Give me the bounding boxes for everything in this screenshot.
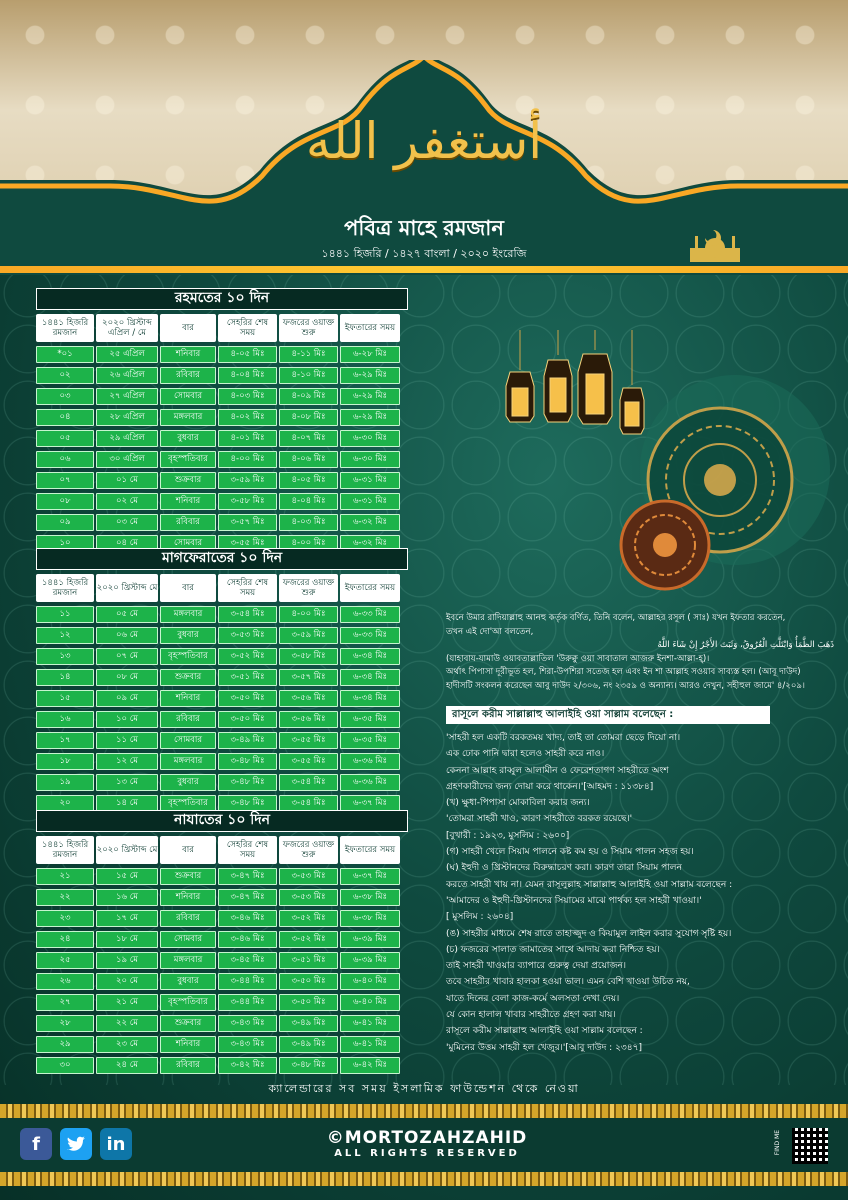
table-cell: ৪-০৪ মিঃ (279, 493, 338, 510)
header-cell: ২০২০ খ্রিস্টাব্দ এপ্রিল / মে (96, 314, 158, 342)
table-cell: শুক্রবার (160, 472, 216, 489)
table-cell: রবিবার (160, 367, 216, 384)
table-cell: ৩-৫০ মিঃ (218, 690, 277, 707)
header-cell: সেহরির শেষ সময় (218, 314, 277, 342)
table-cell: ১২ (36, 627, 94, 644)
table-cell: ২০ (36, 795, 94, 812)
table-cell: রবিবার (160, 910, 216, 927)
table-cell: ২১ মে (96, 994, 158, 1011)
table-cell: শনিবার (160, 493, 216, 510)
table-cell: ২৫ (36, 952, 94, 969)
ornament-border-top (0, 1104, 848, 1118)
table-cell: ৬-৪০ মিঃ (340, 994, 400, 1011)
table-cell: ২৯ এপ্রিল (96, 430, 158, 447)
table-cell: ২৩ (36, 910, 94, 927)
table-cell: ৪-০০ মিঃ (279, 535, 338, 552)
table-cell: ৬-৩৪ মিঃ (340, 690, 400, 707)
table-cell: ৬-২৮ মিঃ (340, 346, 400, 363)
brand-rights: ALL RIGHTS RESERVED (334, 1148, 520, 1159)
brand-name: ©MORTOZAHZAHID (326, 1128, 528, 1148)
table-cell: ৪-০২ মিঃ (218, 409, 277, 426)
table-cell: ৩-৫৪ মিঃ (218, 606, 277, 623)
speech-line: তবে সাহরীর খাবার হালকা হওয়া ভাল। এমন বেশি খাওয়া উচিত নয়, (446, 977, 690, 988)
table-cell: ৪-১০ মিঃ (279, 367, 338, 384)
header-cell: সেহরির শেষ সময় (218, 836, 277, 864)
table-row (36, 493, 408, 510)
table-body (36, 346, 408, 552)
table-cell: ৩-৫৫ মিঃ (218, 535, 277, 552)
table-cell: ৬-৩০ মিঃ (340, 451, 400, 468)
page-subtitle: ১৪৪১ হিজরি / ১৪২৭ বাংলা / ২০২০ ইংরেজি (321, 247, 527, 260)
table-cell: ১২ মে (96, 753, 158, 770)
speech-line: [বুখারী : ১৯২৩, মুসলিম : ২৬০০] (446, 830, 570, 841)
speech-line: (গ) সাহরী খেলে সিয়াম পালনে কষ্ট কম হয় ও সিয়াম পালন সহজ হয়। (446, 847, 694, 858)
table-cell: ৪-০৮ মিঃ (279, 409, 338, 426)
header-cell: ফজরের ওয়াক্ত শুরু (279, 314, 338, 342)
table-cell: মঙ্গলবার (160, 606, 216, 623)
table-cell: বৃহস্পতিবার (160, 994, 216, 1011)
table-cell: ৬-৩৮ মিঃ (340, 889, 400, 906)
table-cell: ৪-০৪ মিঃ (218, 367, 277, 384)
table-cell: ২৮ এপ্রিল (96, 409, 158, 426)
table-cell: ৬-৩৬ মিঃ (340, 753, 400, 770)
table-cell: ১৪ (36, 669, 94, 686)
table-row (36, 367, 408, 384)
hadith-line: অর্থাৎ পিপাসা দূরীভূত হল, শিরা-উপশিরা সতেজ হল এবং ইন শা আল্লাহ সওয়াব সাব্যস্ত হল। (আবূ দাউদ) (446, 667, 801, 677)
table-cell: ৩-৫৩ মিঃ (279, 889, 338, 906)
table-row (36, 753, 408, 770)
table-cell: ১৩ (36, 648, 94, 665)
table-cell: ০৮ মে (96, 669, 158, 686)
table-cell: ২৬ (36, 973, 94, 990)
speech-line: 'তোমরা সাহরী খাও, কারণ সাহরীতে বরকত রয়েছে।' (446, 814, 633, 825)
table-body (36, 606, 408, 812)
table-cell: ০২ মে (96, 493, 158, 510)
table-cell: ১০ (36, 535, 94, 552)
table-cell: ৩-৫৩ মিঃ (218, 627, 277, 644)
header-cell: ২০২০ খ্রিস্টাব্দ মে (96, 574, 158, 602)
ornament-border-bottom (0, 1172, 848, 1186)
table-cell: ৩-৫৫ মিঃ (279, 732, 338, 749)
table-cell: বুধবার (160, 973, 216, 990)
table-cell: ৬-২৯ মিঃ (340, 367, 400, 384)
header-banner (0, 0, 848, 275)
table-row (36, 910, 408, 927)
table-cell: ৩-৪৯ মিঃ (279, 1015, 338, 1032)
table-cell: ২৬ এপ্রিল (96, 367, 158, 384)
speech-line: কেননা আল্লাহ রাব্বুল আলামীন ও ফেরেশতাগণ সাহরীতে অংশ (446, 765, 669, 776)
table-cell: ২৪ মে (96, 1057, 158, 1074)
table-cell: ৬-২৯ মিঃ (340, 409, 400, 426)
table-cell: ০৯ (36, 514, 94, 531)
header-cell: বার (160, 314, 216, 342)
table-cell: ৪-০৩ মিঃ (279, 514, 338, 531)
section-title: নাযাতের ১০ দিন (36, 810, 408, 832)
table-cell: ৩-৫৬ মিঃ (279, 711, 338, 728)
table-cell: ৬-৩৭ মিঃ (340, 795, 400, 812)
section-rahmat (36, 288, 408, 552)
table-cell: ০১ মে (96, 472, 158, 489)
table-cell: ৩-৪৬ মিঃ (218, 910, 277, 927)
table-cell: ৩-৪৯ মিঃ (279, 1036, 338, 1053)
header-cell: ইফতারের সময় (340, 574, 400, 602)
hadith-line: ইবনে উমার রাদিয়াল্লাহু আনহু কর্তৃক বর্ণিত, তিনি বলেন, আল্লাহর রসূল ( সাঃ) যখন ইফতার করতেন, (446, 613, 786, 623)
table-cell: ৪-০৫ মিঃ (218, 346, 277, 363)
table-cell: ৩-৪৭ মিঃ (218, 889, 277, 906)
table-cell: ০৮ (36, 493, 94, 510)
table-cell: ৩-৪৮ মিঃ (218, 774, 277, 791)
table-cell: ৬-৩৫ মিঃ (340, 711, 400, 728)
table-cell: ৬-৩৩ মিঃ (340, 606, 400, 623)
page-title: পবিত্র মাহে রমজান (344, 216, 504, 240)
table-cell: ৬-৪১ মিঃ (340, 1015, 400, 1032)
table-cell: সোমবার (160, 732, 216, 749)
table-row (36, 973, 408, 990)
table-cell: শুক্রবার (160, 868, 216, 885)
table-cell: ৩-৪৯ মিঃ (218, 732, 277, 749)
table-cell: ৬-৩৫ মিঃ (340, 732, 400, 749)
table-cell: ৩-৪৮ মিঃ (218, 753, 277, 770)
table-cell: ৬-৩২ মিঃ (340, 535, 400, 552)
table-cell: রবিবার (160, 514, 216, 531)
table-cell: ১৪ মে (96, 795, 158, 812)
table-row (36, 1036, 408, 1053)
table-cell: বৃহস্পতিবার (160, 795, 216, 812)
table-row (36, 388, 408, 405)
table-cell: ১৮ (36, 753, 94, 770)
hadith-line: হাদীসটি সংকলন করেছেন আবু দাউদ ২/৩০৬, নং ২৩৫৯ ও অন্যান্য। আরও দেখুন, সহীহুল জামে' ৪/২০৯। (446, 680, 805, 691)
table-cell: ৪-০০ মিঃ (218, 451, 277, 468)
table-row (36, 690, 408, 707)
table-cell: ৪-০৬ মিঃ (279, 451, 338, 468)
table-row (36, 1057, 408, 1074)
speech-line: যে কোন হালাল খাবার সাহরীতে গ্রহণ করা যায়। (446, 1010, 616, 1021)
hadith-line: (যাহাবায-যামাউ ওয়াবতাল্লাতিল 'উরুক্বু ওয়া সাবাতাল আজরু ইনশা-আল্লা-হ্)। (446, 653, 710, 664)
table-cell: ১৩ মে (96, 774, 158, 791)
table-cell: ২৮ (36, 1015, 94, 1032)
table-row (36, 1015, 408, 1032)
table-cell: ৩-৫৪ মিঃ (279, 774, 338, 791)
table-cell: শনিবার (160, 690, 216, 707)
table-cell: ৩-৪৪ মিঃ (218, 994, 277, 1011)
speech-line: করতে সাহরী খায় না। যেমন রাসূলুল্লাহ সাল্লাল্লাহু আলাইহি ওয়া সাল্লাম বলেছেন : (446, 879, 733, 890)
table-cell: ০৭ মে (96, 648, 158, 665)
table-cell: ৩-৫১ মিঃ (218, 669, 277, 686)
table-cell: ৩-৫৭ মিঃ (279, 669, 338, 686)
twitter-bird-icon (66, 1135, 86, 1153)
speech-line: এক ঢোক পানি দ্বারা হলেও সাহরী করে নাও। (446, 749, 605, 760)
table-row (36, 346, 408, 363)
table-cell: শুক্রবার (160, 669, 216, 686)
brand-block (322, 1128, 532, 1159)
table-cell: ০৬ মে (96, 627, 158, 644)
header-cell: ২০২০ খ্রিস্টাব্দ মে (96, 836, 158, 864)
table-cell: ২৭ এপ্রিল (96, 388, 158, 405)
section-title: মাগফেরাতের ১০ দিন (36, 548, 408, 570)
table-cell: ০৩ (36, 388, 94, 405)
table-cell: ৩-৫৯ মিঃ (218, 472, 277, 489)
table-cell: ১৭ (36, 732, 94, 749)
table-cell: বুধবার (160, 774, 216, 791)
header-cell: সেহরির শেষ সময় (218, 574, 277, 602)
table-cell: ৩-৫০ মিঃ (279, 973, 338, 990)
table-cell: ১৯ (36, 774, 94, 791)
source-note: ক্যালেন্ডারের সব সময় ইসলামিক ফাউন্ডেশন থেকে নেওয়া (268, 1082, 580, 1095)
mandala-small (621, 501, 709, 589)
table-cell: ০৬ (36, 451, 94, 468)
table-cell: ১৯ মে (96, 952, 158, 969)
header-cell: বার (160, 574, 216, 602)
table-cell: ৬-৩৯ মিঃ (340, 931, 400, 948)
table-row (36, 868, 408, 885)
table-cell: ৩-৫৫ মিঃ (279, 753, 338, 770)
table-row (36, 774, 408, 791)
table-row (36, 430, 408, 447)
table-cell: ১৭ মে (96, 910, 158, 927)
table-cell: ২৪ (36, 931, 94, 948)
table-cell: ৩-৫৭ মিঃ (218, 514, 277, 531)
table-cell: ৪-০১ মিঃ (218, 430, 277, 447)
table-cell: শনিবার (160, 889, 216, 906)
table-cell: ৩-৪৮ মিঃ (218, 795, 277, 812)
speech-line: তাই সাহরী খাওয়ার ব্যাপারে গুরুত্ব দেয়া প্রয়োজন। (446, 961, 627, 972)
table-cell: ৩০ এপ্রিল (96, 451, 158, 468)
section-najat (36, 810, 408, 1074)
table-cell: ২১ (36, 868, 94, 885)
table-header (36, 314, 408, 342)
table-body (36, 868, 408, 1074)
table-row (36, 409, 408, 426)
table-cell: ৪-০০ মিঃ (279, 606, 338, 623)
twitter-icon[interactable] (60, 1128, 92, 1160)
table-cell: ৩-৪৩ মিঃ (218, 1036, 277, 1053)
table-row (36, 669, 408, 686)
table-cell: ৩-৫৩ মিঃ (279, 868, 338, 885)
table-cell: ৬-৩১ মিঃ (340, 472, 400, 489)
table-cell: শনিবার (160, 1036, 216, 1053)
facebook-icon[interactable] (20, 1128, 52, 1160)
table-cell: ০৯ মে (96, 690, 158, 707)
table-cell: ২৫ এপ্রিল (96, 346, 158, 363)
table-cell: ১৮ মে (96, 931, 158, 948)
table-cell: ৩-৫০ মিঃ (279, 994, 338, 1011)
table-cell: *০১ (36, 346, 94, 363)
lantern-mandala-illustration (460, 330, 840, 620)
table-cell: ০৩ মে (96, 514, 158, 531)
table-cell: ০৪ মে (96, 535, 158, 552)
linkedin-icon[interactable] (100, 1128, 132, 1160)
table-cell: ৬-২৯ মিঃ (340, 388, 400, 405)
header-cell: ইফতারের সময় (340, 836, 400, 864)
table-cell: ৩-৪৫ মিঃ (218, 952, 277, 969)
table-cell: ৬-৪০ মিঃ (340, 973, 400, 990)
table-cell: ৬-৩৩ মিঃ (340, 627, 400, 644)
table-cell: ৬-৩৪ মিঃ (340, 669, 400, 686)
table-cell: ১৬ (36, 711, 94, 728)
table-cell: ৬-৩২ মিঃ (340, 514, 400, 531)
table-cell: সোমবার (160, 388, 216, 405)
table-cell: ৩-৪৩ মিঃ (218, 1015, 277, 1032)
speech-line: যাতে দিনের বেলা কাজ-কর্মে অলসতা দেখা দেয়। (446, 993, 620, 1004)
table-cell: রবিবার (160, 1057, 216, 1074)
table-cell: বুধবার (160, 430, 216, 447)
table-cell: ৩-৪৮ মিঃ (279, 1057, 338, 1074)
table-row (36, 451, 408, 468)
table-cell: ৩-৫৪ মিঃ (279, 795, 338, 812)
table-cell: ৩-৫২ মিঃ (218, 648, 277, 665)
table-row (36, 472, 408, 489)
table-cell: ৩০ (36, 1057, 94, 1074)
table-cell: ১৫ মে (96, 868, 158, 885)
table-cell: ৬-৩৭ মিঃ (340, 868, 400, 885)
table-cell: সোমবার (160, 535, 216, 552)
table-row (36, 648, 408, 665)
table-cell: ২৩ মে (96, 1036, 158, 1053)
header-cell: ১৪৪১ হিজরি রমজান (36, 314, 94, 342)
table-cell: ৩-৫১ মিঃ (279, 952, 338, 969)
header-cell: ফজরের ওয়াক্ত শুরু (279, 574, 338, 602)
table-cell: ৬-৩৪ মিঃ (340, 648, 400, 665)
table-cell: ৬-৪১ মিঃ (340, 1036, 400, 1053)
hadith-arabic: ذَهَبَ الظَّمَأُ وَابْتَلَّتِ الْعُرُوقُ، وَثَبَتَ الأَجْرُ إِنْ شَاءَ اللَّهُ (657, 640, 834, 650)
table-cell: বৃহস্পতিবার (160, 648, 216, 665)
table-cell: ৩-৪৬ মিঃ (218, 931, 277, 948)
table-cell: ০৫ মে (96, 606, 158, 623)
table-cell: ৬-৩১ মিঃ (340, 493, 400, 510)
table-cell: ১৬ মে (96, 889, 158, 906)
table-cell: ৬-৩৬ মিঃ (340, 774, 400, 791)
table-cell: ১০ মে (96, 711, 158, 728)
header-cell: ইফতারের সময় (340, 314, 400, 342)
calligraphy-title: أستغفر الله (305, 112, 543, 170)
header-divider (0, 266, 848, 273)
table-cell: ৬-৩৯ মিঃ (340, 952, 400, 969)
speech-line: (ঘ) ইহুদী ও খ্রিস্টানদের বিরুদ্ধাচরণ করা। কারণ তারা সিয়াম পালন (446, 863, 682, 874)
speech-line: 'আমাদের ও ইহুদী-খ্রিস্টানদের সিয়ামের মাঝে পার্থক্য হল সাহরী খাওয়া।' (446, 895, 702, 906)
table-cell: ২০ মে (96, 973, 158, 990)
table-cell: ৩-৪৪ মিঃ (218, 973, 277, 990)
table-cell: ০৭ (36, 472, 94, 489)
section-title: রহমতের ১০ দিন (36, 288, 408, 310)
hadith-line: তখন এই দো'আ বলতেন, (446, 626, 534, 637)
table-cell: রবিবার (160, 711, 216, 728)
facebook-icon-glyph: f (32, 1133, 40, 1155)
speech-line: গ্রহণকারীদের জন্য দোয়া করে থাকেন।'[আহমদ : ১১৩৮৪] (446, 781, 654, 792)
table-cell: মঙ্গলবার (160, 753, 216, 770)
table-cell: মঙ্গলবার (160, 409, 216, 426)
linkedin-icon-glyph: in (106, 1133, 126, 1155)
table-cell: ৩-৫৯ মিঃ (279, 627, 338, 644)
speech-line: রাসূলে করীম সাল্লাল্লাহু আলাইহি ওয়া সাল্লাম বলেছেন : (446, 1026, 643, 1037)
speech-line: 'সাহরী হল একটি বরকতময় খাদ্য, তাই তা তোমরা ছেড়ে দিয়ো না। (446, 733, 681, 743)
speech-line: 'মুমিনের উত্তম সাহরী হল খেজুর।'[আবু দাউদ : ২৩৪৭] (446, 1042, 642, 1053)
table-cell: ০২ (36, 367, 94, 384)
table-row (36, 732, 408, 749)
table-cell: ৩-৪৭ মিঃ (218, 868, 277, 885)
speech-line: (চ) ফজরের সালাত জামাতের সাথে আদায় করা নিশ্চিত হয়। (446, 944, 660, 955)
lanterns (506, 330, 644, 434)
table-cell: ৪-০৩ মিঃ (218, 388, 277, 405)
table-cell: ৩-৫৮ মিঃ (279, 648, 338, 665)
table-cell: ২২ মে (96, 1015, 158, 1032)
table-row (36, 514, 408, 531)
table-cell: বুধবার (160, 627, 216, 644)
table-cell: ৩-৫০ মিঃ (218, 711, 277, 728)
table-cell: ৪-০৭ মিঃ (279, 430, 338, 447)
table-cell: ১৫ (36, 690, 94, 707)
table-cell: বৃহস্পতিবার (160, 451, 216, 468)
sahri-speech (446, 730, 836, 1056)
table-cell: ২২ (36, 889, 94, 906)
table-cell: ৪-০৯ মিঃ (279, 388, 338, 405)
iftar-dua-hadith (446, 612, 834, 693)
table-cell: ৬-৩০ মিঃ (340, 430, 400, 447)
table-cell: ৩-৫৮ মিঃ (218, 493, 277, 510)
table-cell: মঙ্গলবার (160, 952, 216, 969)
table-row (36, 889, 408, 906)
table-cell: ২৭ (36, 994, 94, 1011)
header-cell: ১৪৪১ হিজরি রমজান (36, 836, 94, 864)
table-header (36, 836, 408, 864)
speech-line: [ মুসলিম : ২৬০৪] (446, 912, 514, 923)
table-cell: শনিবার (160, 346, 216, 363)
table-row (36, 711, 408, 728)
qr-code-icon[interactable] (792, 1128, 828, 1164)
speech-line: (ঙ) সাহরীর মাধ্যমে শেষ রাতে তাহাজ্জুদ ও কিয়ামুল লাইল করার সুযোগ সৃষ্টি হয়। (446, 928, 732, 939)
header-cell: ফজরের ওয়াক্ত শুরু (279, 836, 338, 864)
table-cell: ৪-০৫ মিঃ (279, 472, 338, 489)
table-cell: ১১ মে (96, 732, 158, 749)
table-cell: ৩-৫৬ মিঃ (279, 690, 338, 707)
section-magfirat (36, 548, 408, 812)
table-cell: ৩-৪২ মিঃ (218, 1057, 277, 1074)
table-cell: ৩-৫২ মিঃ (279, 931, 338, 948)
table-cell: ০৫ (36, 430, 94, 447)
table-cell: ৪-১১ মিঃ (279, 346, 338, 363)
table-cell: ১১ (36, 606, 94, 623)
table-cell: ৬-৪২ মিঃ (340, 1057, 400, 1074)
speech-line: (খ) ক্ষুধা-পিপাসা মোকাবিলা করার জন্য। (446, 798, 590, 809)
find-me-label: FIND ME (774, 1130, 781, 1156)
table-cell: ০৪ (36, 409, 94, 426)
table-cell: ৩-৫২ মিঃ (279, 910, 338, 927)
header-cell: বার (160, 836, 216, 864)
table-cell: ৬-৩৮ মিঃ (340, 910, 400, 927)
speech-title: রাসূলে করীম সাল্লাল্লাহু আলাইহি ওয়া সাল্লাম বলেছেন : (446, 706, 770, 724)
table-cell: শুক্রবার (160, 1015, 216, 1032)
header-cell: ১৪৪১ হিজরি রমজান (36, 574, 94, 602)
table-row (36, 606, 408, 623)
table-row (36, 994, 408, 1011)
table-row (36, 627, 408, 644)
table-row (36, 931, 408, 948)
table-row (36, 952, 408, 969)
table-header (36, 574, 408, 602)
table-cell: ২৯ (36, 1036, 94, 1053)
table-cell: সোমবার (160, 931, 216, 948)
